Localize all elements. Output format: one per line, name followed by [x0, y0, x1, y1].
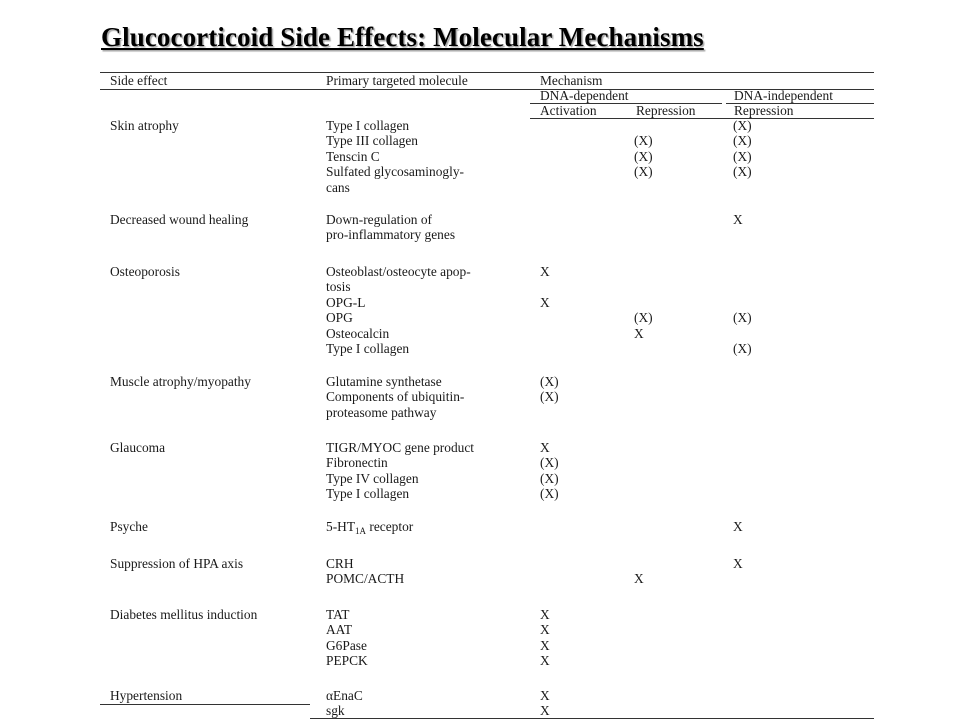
molecule-cell: POMC/ACTH	[326, 571, 405, 587]
repression-mark: X	[634, 571, 644, 587]
independent-repression-mark: (X)	[733, 341, 752, 356]
header-bottom-rule-left	[100, 89, 530, 90]
repression-mark: (X)	[634, 148, 653, 164]
molecule-cell: Type IV collagen	[326, 470, 419, 486]
independent-repression-mark: (X)	[733, 133, 752, 149]
molecule-cell: Tenscin C	[326, 148, 380, 164]
table-bottom-rule	[310, 718, 874, 719]
molecule-cell: AAT	[326, 622, 353, 638]
header-activation: Activation	[540, 103, 597, 118]
molecule-cell: Osteocalcin	[326, 325, 390, 341]
molecule-cell: PEPCK	[326, 653, 368, 669]
independent-repression-mark: (X)	[733, 164, 752, 180]
activation-mark: X	[540, 607, 550, 622]
activation-mark: X	[540, 622, 550, 638]
molecule-cell	[326, 519, 413, 536]
molecule-cell: OPG-L	[326, 294, 366, 310]
activation-mark: X	[540, 688, 550, 703]
molecule-cell: sgk	[326, 703, 345, 719]
side-effect-label: Decreased wound healing	[110, 212, 249, 227]
activation-mark: (X)	[540, 470, 559, 486]
side-effect-label: Skin atrophy	[110, 118, 179, 133]
activation-mark: (X)	[540, 486, 559, 502]
molecule-cell: TIGR/MYOC gene product	[326, 440, 475, 455]
activation-mark: X	[540, 294, 550, 310]
header-side-effect: Side effect	[110, 73, 168, 88]
side-effect-label: Psyche	[110, 519, 148, 534]
molecule-cell: Type I collagen	[326, 486, 410, 502]
molecule-cell: OPG	[326, 310, 353, 326]
repression-mark: (X)	[634, 164, 653, 180]
molecule-cell: CRH	[326, 556, 354, 571]
side-effect-label: Osteoporosis	[110, 264, 180, 279]
molecule-cell: Type I collagen	[326, 341, 410, 356]
independent-repression-mark: X	[733, 556, 743, 571]
molecule-name: 5-HT	[326, 519, 356, 534]
independent-repression-mark: (X)	[733, 310, 752, 326]
molecule-cell: tosis	[326, 279, 351, 295]
molecule-cell: Sulfated glycosaminogly-	[326, 164, 464, 180]
header-dna-independent: DNA-independent	[734, 88, 833, 103]
side-effect-label: Suppression of HPA axis	[110, 556, 244, 571]
molecule-cell: Osteoblast/osteocyte apop-	[326, 264, 471, 279]
molecule-cell: proteasome pathway	[326, 404, 437, 420]
header-molecule: Primary targeted molecule	[326, 73, 468, 88]
activation-mark: X	[540, 703, 550, 719]
independent-repression-mark: (X)	[733, 148, 752, 164]
header-mechanism: Mechanism	[540, 73, 603, 88]
header-repression-independent: Repression	[734, 103, 794, 118]
molecule-cell: αEnaC	[326, 688, 363, 703]
repression-mark: (X)	[634, 310, 653, 326]
table-top-rule	[100, 72, 874, 73]
header-repression: Repression	[636, 103, 696, 118]
molecule-suffix: receptor	[366, 519, 414, 534]
molecule-subscript: 1A	[355, 526, 367, 536]
molecule-cell: Components of ubiquitin-	[326, 389, 465, 405]
activation-mark: X	[540, 653, 550, 669]
activation-mark: X	[540, 637, 550, 653]
header-dna-dependent: DNA-dependent	[540, 88, 629, 103]
activation-mark: (X)	[540, 455, 559, 471]
header-bottom-rule	[530, 118, 874, 119]
side-effect-label: Glaucoma	[110, 440, 166, 455]
side-effect-label: Hypertension	[110, 688, 183, 703]
repression-mark: (X)	[634, 133, 653, 149]
page-title: Glucocorticoid Side Effects: Molecular Mechanisms	[101, 22, 704, 52]
independent-repression-mark: (X)	[733, 118, 752, 133]
hypertension-rule	[100, 704, 310, 705]
molecule-cell: Fibronectin	[326, 455, 388, 471]
activation-mark: X	[540, 264, 550, 279]
molecule-cell: Type III collagen	[326, 133, 419, 149]
independent-repression-mark: X	[733, 212, 743, 227]
side-effect-label: Diabetes mellitus induction	[110, 607, 258, 622]
activation-mark: (X)	[540, 389, 559, 405]
molecule-cell: Down-regulation of	[326, 212, 432, 227]
activation-mark: X	[540, 440, 550, 455]
molecule-cell: G6Pase	[326, 637, 367, 653]
molecule-cell: cans	[326, 179, 350, 195]
repression-mark: X	[634, 325, 644, 341]
activation-mark: (X)	[540, 374, 559, 389]
molecule-cell: pro-inflammatory genes	[326, 227, 456, 243]
molecule-cell: Glutamine synthetase	[326, 374, 442, 389]
independent-repression-mark: X	[733, 519, 743, 534]
molecule-cell: Type I collagen	[326, 118, 410, 133]
molecule-cell: TAT	[326, 607, 350, 622]
side-effect-label: Muscle atrophy/myopathy	[110, 374, 251, 389]
